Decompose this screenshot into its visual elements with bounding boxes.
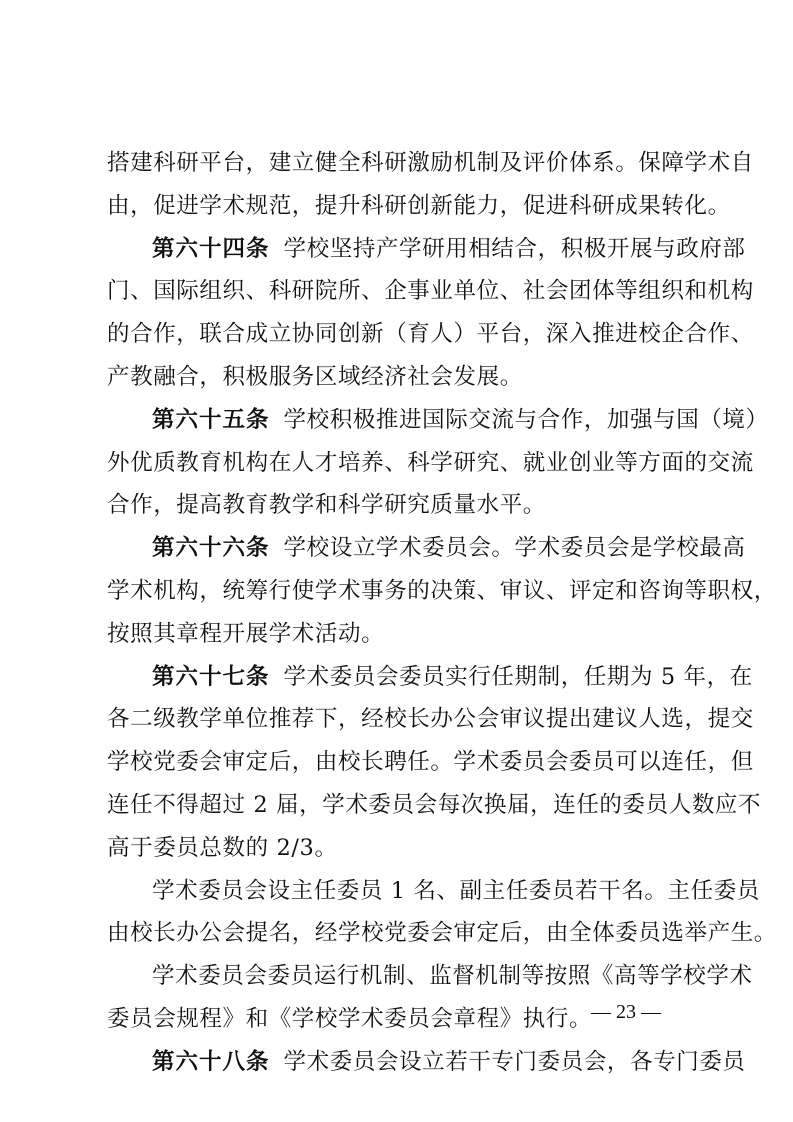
text-line: 产教融合，积极服务区域经济社会发展。 [107,363,523,390]
text-line: 高于委员总数的 2/3。 [107,834,338,861]
article-64-first-line [107,228,746,271]
text-line: 学术委员会委员运行机制、监督机制等按照《高等学校学术 [152,963,753,990]
article-heading: 第六十四条 [152,235,270,262]
text-line: 学校积极推进国际交流与合作，加强与国（境） [283,406,769,433]
text-line: 学校设立学术委员会。学术委员会是学校最高 [283,535,746,562]
page-number: — 23 — [591,1001,661,1023]
text-line: 搭建科研平台，建立健全科研激励机制及评价体系。保障学术自 [107,150,754,176]
text-line: 连任不得超过 2 届，学术委员会每次换届，连任的委员人数应不 [107,791,762,818]
body-text [107,142,777,1084]
article-heading: 第六十五条 [152,406,270,433]
text-line: 由，促进学术规范，提升科研创新能力，促进科研成果转化。 [107,192,731,219]
article-heading: 第六十八条 [152,1048,270,1075]
text-line: 委员会规程》和《学校学术委员会章程》执行。 [107,1005,593,1032]
article-heading: 第六十七条 [152,663,270,690]
text-line: 学校坚持产学研用相结合，积极开展与政府部 [283,235,746,262]
article-67-first-line [107,656,753,699]
article-68-first-line [107,1041,746,1084]
article-heading: 第六十六条 [152,535,270,562]
text-line: 外优质教育机构在人才培养、科学研究、就业创业等方面的交流 [107,449,754,476]
text-line: 学术委员会委员实行任期制，任期为 5 年，在 [283,663,753,690]
article-65-first-line [107,399,769,442]
text-line: 按照其章程开展学术活动。 [107,620,385,647]
text-line: 由校长办公会提名，经学校党委会审定后，由全体委员选举产生。 [107,920,777,947]
article-66-first-line [107,527,746,570]
text-line: 学校党委会审定后，由校长聘任。学术委员会委员可以连任，但 [107,749,754,776]
text-line: 各二级教学单位推荐下，经校长办公会审议提出建议人选，提交 [107,706,754,733]
text-line: 合作，提高教育教学和科学研究质量水平。 [107,492,546,519]
text-line: 学术委员会设主任委员 1 名、副主任委员若干名。主任委员 [152,877,760,904]
text-line: 门、国际组织、科研院所、企事业单位、社会团体等组织和机构 [107,278,754,305]
text-line: 学术机构，统筹行使学术事务的决策、审议、评定和咨询等职权， [107,577,777,604]
text-line: 的合作，联合成立协同创新（育人）平台，深入推进校企合作、 [107,321,754,348]
text-line: 学术委员会设立若干专门委员会，各专门委员 [283,1048,746,1075]
